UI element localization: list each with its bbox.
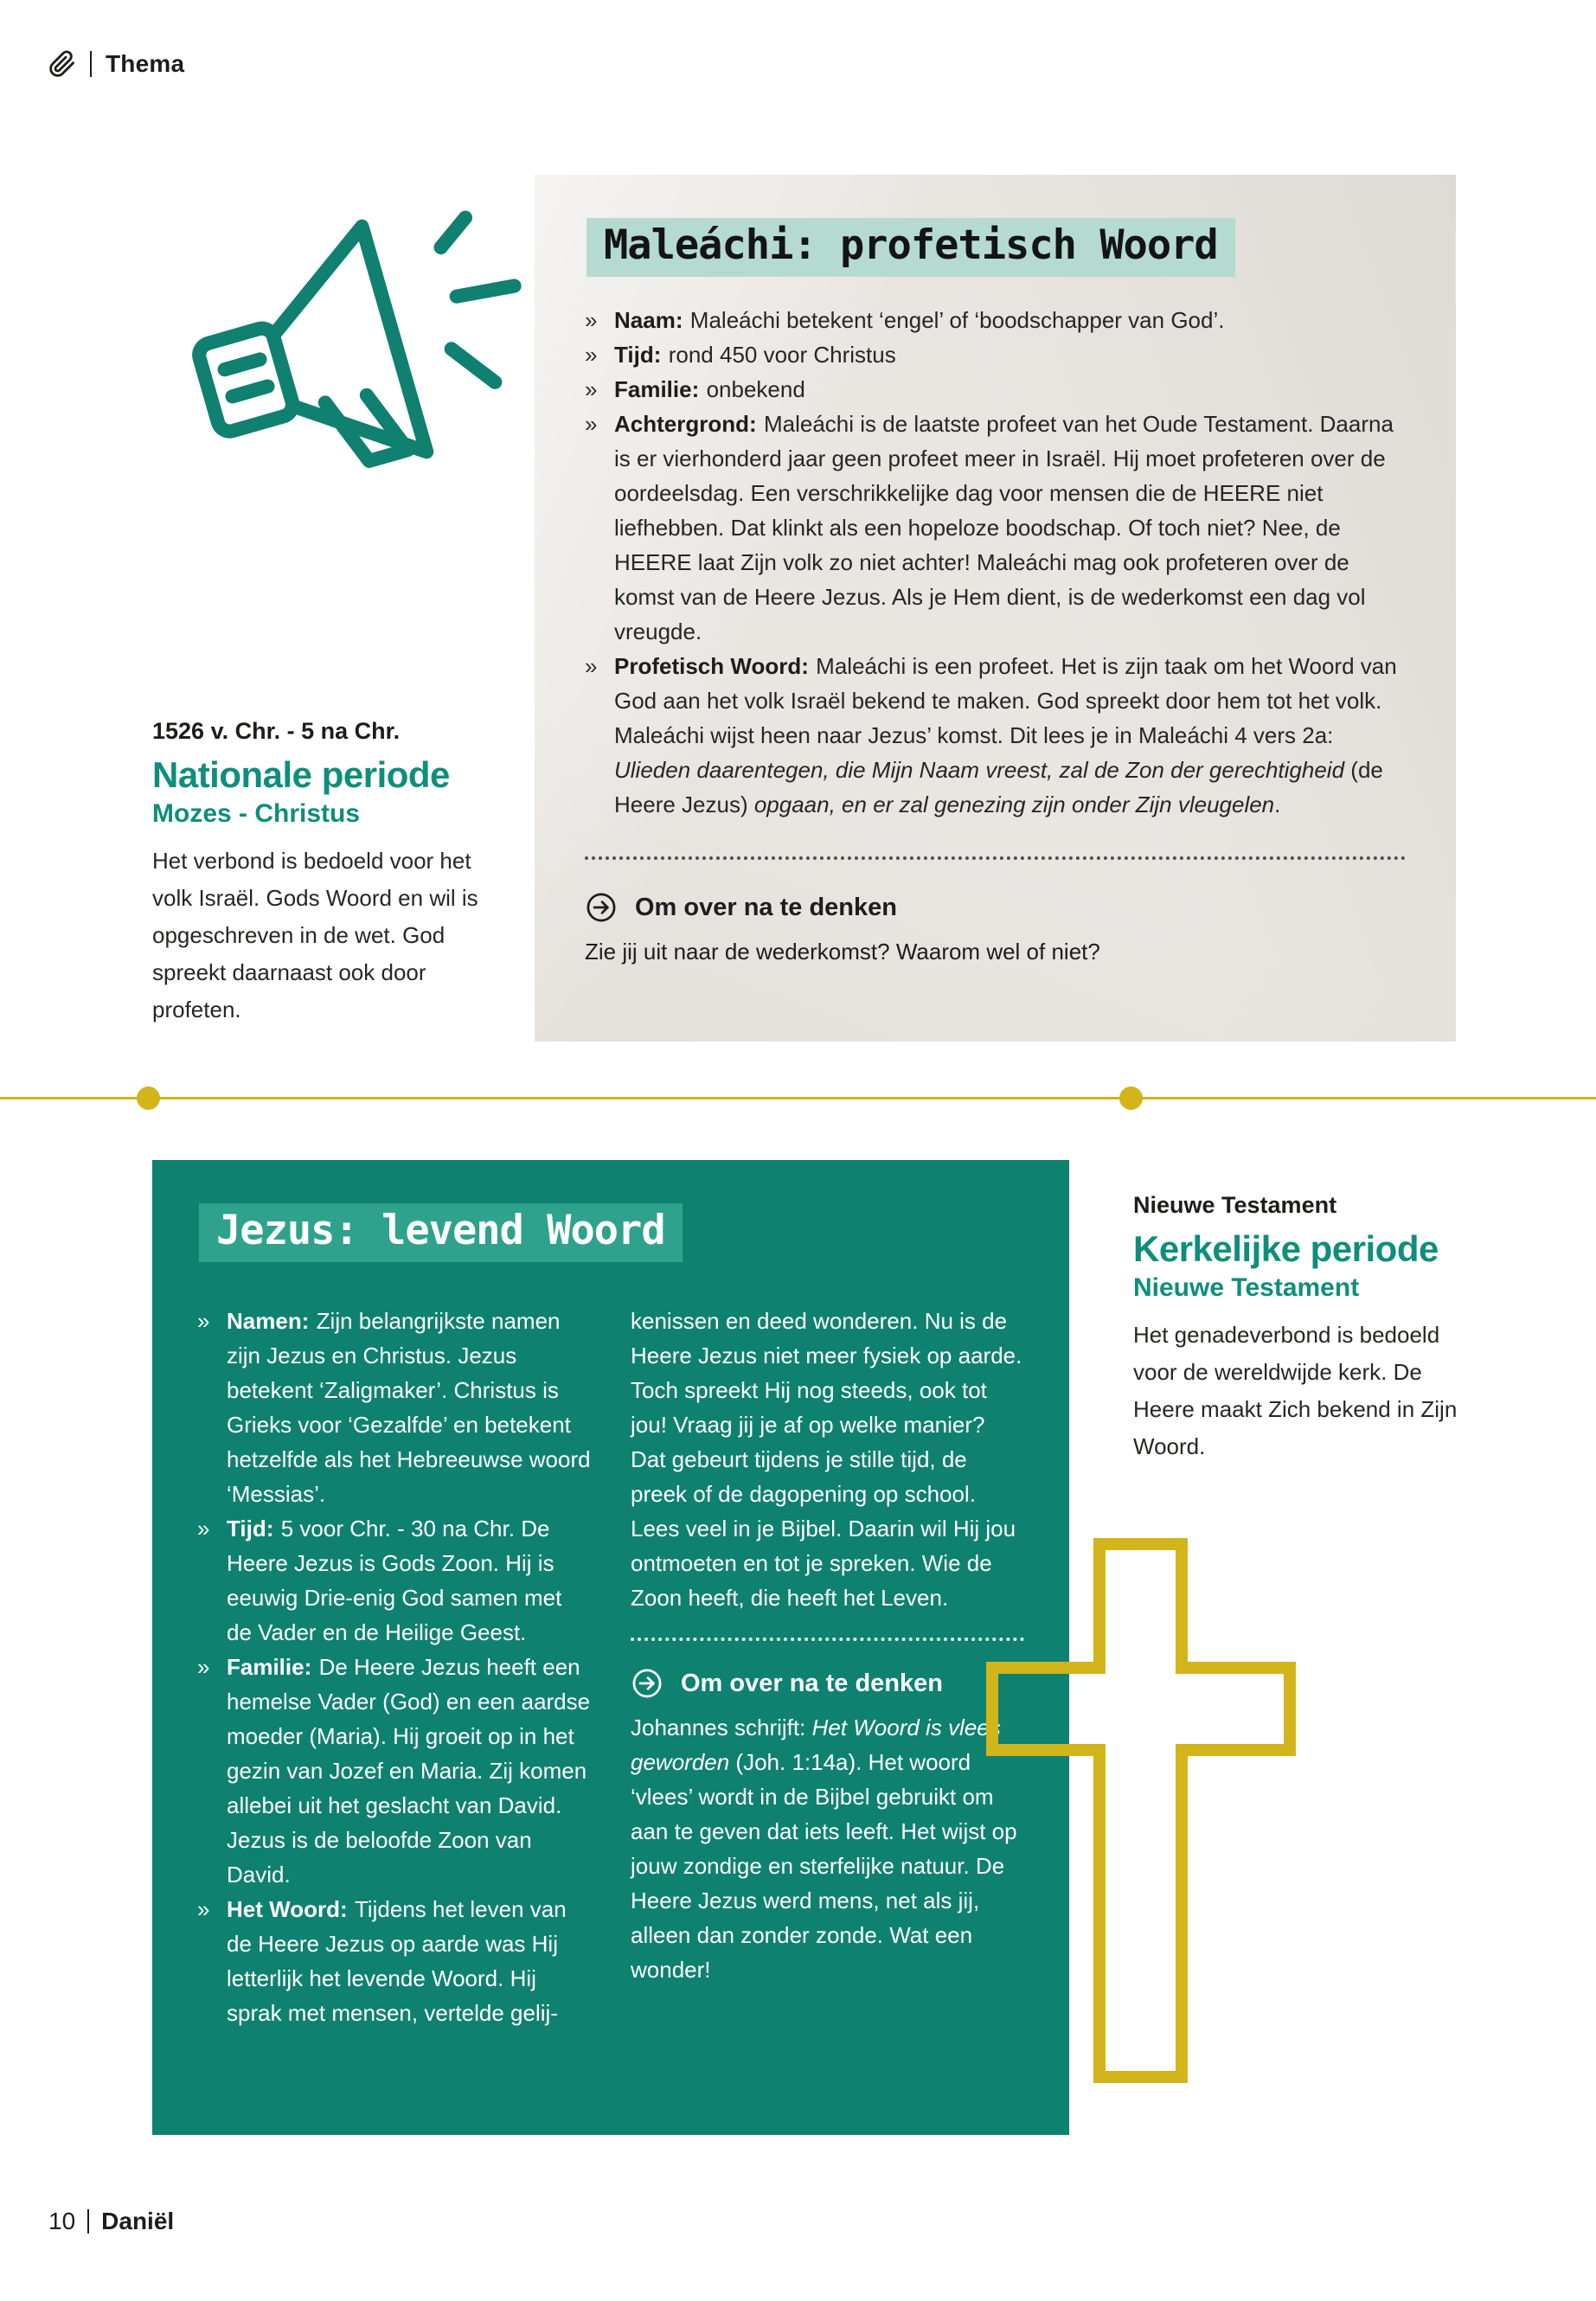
timeline-dot bbox=[1119, 1086, 1143, 1110]
period-title: Nationale periode bbox=[152, 754, 450, 795]
bullet-marker: » bbox=[197, 1654, 210, 1681]
item-label: Familie: bbox=[614, 376, 700, 403]
list-item bbox=[585, 372, 1406, 407]
dotted-divider bbox=[585, 856, 1406, 860]
paperclip-icon bbox=[48, 50, 76, 78]
scripture-quote: Het Woord is vlees geworden bbox=[631, 1715, 1001, 1776]
list-item bbox=[585, 649, 1406, 822]
church-period-panel bbox=[1133, 1192, 1471, 1465]
maleachi-card-title: Maleáchi: profetisch Woord bbox=[586, 218, 1235, 277]
item-text: Namen: Zijn belangrijkste namen zijn Jezus en Christus. Jezus betekent ‘Zaligmaker’. Christus is Grieks voor ‘Gezalfde’ en betekent hetzelfde als het Hebreeuwse woord ‘Messias’. bbox=[227, 1308, 591, 1508]
item-label: Tijd: bbox=[227, 1516, 274, 1542]
jezus-card bbox=[152, 1160, 1069, 2135]
reflection-question: Johannes schrijft: Het Woord is vlees geworden (Joh. 1:14a). Het woord ‘vlees’ wordt in de Bijbel gebruikt om aan te geven dat iets leeft. Het wijst op jouw zondige en sterfelijke natuur. De Heere Jezus werd mens, net als jij, alleen dan zonder zonde. Wat een wonder! bbox=[631, 1715, 1017, 1984]
list-item bbox=[585, 303, 1406, 337]
item-text: Familie: De Heere Jezus heeft een hemelse Vader (God) en een aardse moeder (Maria). Hij groeit op in het gezin van Jozef en Maria. Zij komen allebei uit het geslacht van David. Jezus is de beloofde Zoon van David. bbox=[227, 1654, 591, 1888]
reflection-header bbox=[631, 1667, 1024, 1700]
reflection-section bbox=[631, 1667, 1024, 1987]
cross-icon bbox=[986, 1538, 1296, 2083]
bullet-marker: » bbox=[585, 411, 598, 438]
list-item bbox=[585, 407, 1406, 649]
book-title: Daniël bbox=[101, 2208, 175, 2234]
maleachi-list bbox=[585, 303, 1406, 822]
timeline-dot bbox=[137, 1086, 160, 1110]
item-label: Naam: bbox=[614, 307, 683, 334]
timeline bbox=[0, 1097, 1596, 1099]
reflection-title: Om over na te denken bbox=[681, 1669, 943, 1697]
period-description: Het genadeverbond is bedoeld voor de wereldwijde kerk. De Heere maakt Zich bekend in Zijn Woord. bbox=[1133, 1321, 1458, 1459]
period-era: Nieuwe Testament bbox=[1133, 1192, 1337, 1218]
item-label: Tijd: bbox=[614, 342, 662, 369]
page-header bbox=[48, 50, 184, 78]
bullet-marker: » bbox=[585, 342, 598, 369]
item-text: Familie: onbekend bbox=[614, 376, 805, 403]
jezus-columns bbox=[197, 1304, 1024, 2030]
page-footer bbox=[48, 2208, 174, 2235]
period-subtitle: Mozes - Christus bbox=[152, 798, 361, 828]
reflection-title: Om over na te denken bbox=[635, 893, 897, 921]
jezus-column-1 bbox=[197, 1304, 591, 2030]
bullet-marker: » bbox=[585, 653, 598, 680]
megaphone-icon bbox=[163, 177, 548, 545]
maleachi-card bbox=[535, 175, 1456, 1042]
period-description: Het verbond is bedoeld voor het volk Israël. Gods Woord en wil is opgeschreven in de wet. God spreekt daarnaast ook door profeten. bbox=[152, 847, 478, 1022]
item-text: Naam: Maleáchi betekent ‘engel’ of ‘boodschapper van God’. bbox=[614, 307, 1225, 334]
bullet-marker: » bbox=[197, 1516, 210, 1542]
reflection-header bbox=[585, 891, 1406, 924]
period-era: 1526 v. Chr. - 5 na Chr. bbox=[152, 718, 401, 744]
bullet-marker: » bbox=[197, 1308, 210, 1335]
item-text: Het Woord: Tijdens het leven van de Heere Jezus op aarde was Hij letterlijk het levende Woord. Hij sprak met mensen, vertelde gelij- bbox=[227, 1896, 567, 2027]
item-text: Tijd: rond 450 voor Christus bbox=[614, 342, 896, 369]
header-label: Thema bbox=[106, 50, 185, 77]
item-label: Namen: bbox=[227, 1308, 310, 1335]
bullet-marker: » bbox=[197, 1896, 210, 1923]
bullet-marker: » bbox=[585, 376, 598, 403]
page-number: 10 bbox=[48, 2208, 76, 2234]
scripture-quote: Ulieden daarentegen, die Mijn Naam vreest, zal de Zon der gerechtigheid bbox=[614, 757, 1345, 784]
list-item bbox=[197, 1892, 591, 2030]
national-period-panel bbox=[152, 718, 511, 1029]
jezus-card-title: Jezus: levend Woord bbox=[199, 1203, 683, 1262]
item-text: Tijd: 5 voor Chr. - 30 na Chr. De Heere Jezus is Gods Zoon. Hij is eeuwig Drie-enig God samen met de Vader en de Heilige Geest. bbox=[227, 1516, 562, 1646]
continuation-text: kenissen en deed wonderen. Nu is de Heere Jezus niet meer fysiek op aarde. Toch spreekt Hij nog steeds, ook tot jou! Vraag jij je af op welke manier? Dat gebeurt tijdens je stille tijd, de preek of de dagopening op school. Lees veel in je Bijbel. Daarin wil Hij jou ontmoeten en tot je spreken. Wie de Zoon heeft, die heeft het Leven. bbox=[631, 1308, 1022, 1612]
item-label: Het Woord: bbox=[227, 1896, 348, 1923]
item-label: Familie: bbox=[227, 1654, 312, 1681]
reflection-question: Zie jij uit naar de wederkomst? Waarom wel of niet? bbox=[585, 939, 1100, 965]
bullet-marker: » bbox=[585, 307, 598, 334]
arrow-circle-icon bbox=[631, 1667, 663, 1700]
list-item bbox=[585, 337, 1406, 372]
list-item bbox=[197, 1511, 591, 1650]
list-item bbox=[197, 1304, 591, 1511]
reflection-section bbox=[585, 891, 1406, 969]
item-text: Profetisch Woord: Maleáchi is een profeet. Het is zijn taak om het Woord van God aan het volk Israël bekend te maken. God spreekt door hem tot het volk. Maleáchi wijst heen naar Jezus’ komst. Dit lees je in Maleáchi 4 vers 2a: Ulieden daarentegen, die Mijn Naam vreest, zal de Zon der gerechtigheid (de Heere Jezus) opgaan, en er zal genezing zijn onder Zijn vleugelen. bbox=[614, 653, 1397, 818]
footer-divider bbox=[87, 2209, 89, 2234]
item-label: Achtergrond: bbox=[614, 411, 757, 438]
item-text: Achtergrond: Maleáchi is de laatste profeet van het Oude Testament. Daarna is er vierhonderd jaar geen profeet meer in Israël. Hij moet profeteren over de oordeelsdag. Een verschrikkelijke dag voor mensen die de HEERE niet liefhebben. Dat klinkt als een hopeloze boodschap. Of toch niet? Nee, de HEERE laat Zijn volk zo niet achter! Maleáchi mag ook profeteren over de komst van de Heere Jezus. Als je Hem dient, is de wederkomst een dag vol vreugde. bbox=[614, 411, 1394, 645]
jezus-column-2 bbox=[631, 1304, 1024, 2030]
arrow-circle-icon bbox=[585, 891, 618, 924]
scripture-quote: opgaan, en er zal genezing zijn onder Zijn vleugelen bbox=[753, 792, 1275, 818]
list-item bbox=[197, 1650, 591, 1892]
header-divider bbox=[90, 51, 92, 77]
item-label: Profetisch Woord: bbox=[614, 653, 809, 680]
period-title: Kerkelijke periode bbox=[1133, 1228, 1439, 1269]
dotted-divider bbox=[631, 1638, 1024, 1641]
period-subtitle: Nieuwe Testament bbox=[1133, 1272, 1360, 1302]
